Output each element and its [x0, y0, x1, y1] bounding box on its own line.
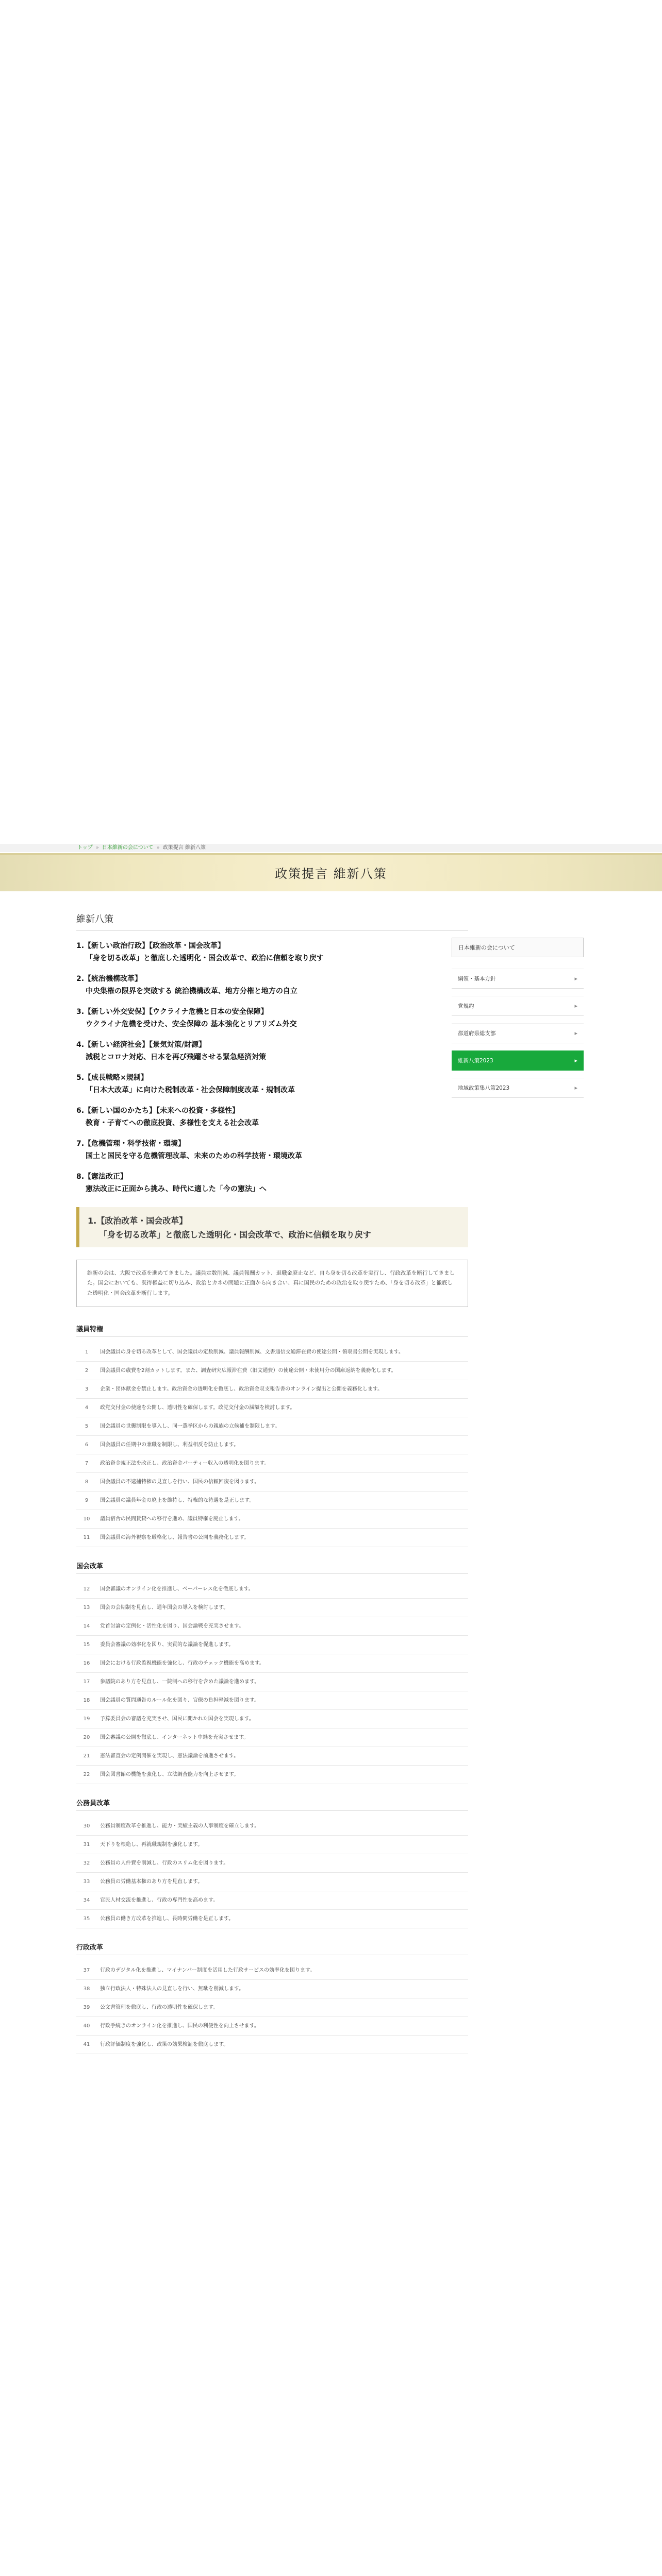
policy-subtitle: 中央集権の限界を突破する 統治機構改革、地方分権と地方の自立	[86, 987, 297, 995]
item-number: 33	[76, 1873, 97, 1891]
item-text: 企業・団体献金を禁止します。政治資金の透明化を徹底し、政治資金収支報告書のオンライン提出と公開を義務化します。	[97, 1380, 468, 1399]
item-text: 参議院のあり方を見直し、一院制への移行を含めた議論を進めます。	[97, 1673, 468, 1691]
table-row	[76, 1998, 468, 2017]
sidebar-title: 日本維新の会について	[452, 938, 584, 957]
subsection-title: 国会改革	[76, 1561, 468, 1574]
breadcrumb-separator-icon: »	[95, 845, 99, 851]
policy-item[interactable]	[76, 973, 468, 996]
table-row	[76, 1961, 468, 1980]
table-row	[76, 1454, 468, 1473]
chevron-right-icon: ▸	[574, 1057, 577, 1064]
table-row	[76, 1417, 468, 1436]
subsection-title: 行政改革	[76, 1942, 468, 1955]
item-text: 行政のデジタル化を推進し、マイナンバー制度を活用した行政サービスの効率化を図ります。	[97, 1961, 468, 1980]
subsection-title: 議員特権	[76, 1324, 468, 1337]
item-number: 15	[76, 1636, 97, 1654]
sidebar-item-label: 綱領・基本方針	[458, 976, 496, 982]
policy-item[interactable]	[76, 940, 468, 963]
item-number: 39	[76, 1998, 97, 2017]
item-number: 32	[76, 1854, 97, 1873]
policy-heading: 4.【新しい経済社会】【景気対策/財源】	[76, 1041, 206, 1049]
policy-heading: 5.【成長戦略×規制】	[76, 1074, 148, 1082]
table-row	[76, 1529, 468, 1547]
item-number: 17	[76, 1673, 97, 1691]
chevron-right-icon: ▸	[574, 975, 577, 982]
section-heading	[76, 1207, 468, 1247]
item-text: 憲法審査会の定例開催を実現し、憲法議論を前進させます。	[97, 1747, 468, 1766]
table-row	[76, 1910, 468, 1928]
table-row	[76, 1766, 468, 1784]
item-number: 38	[76, 1980, 97, 1998]
sidebar-item-rules[interactable]	[452, 996, 584, 1016]
item-text: 国会議員の任期中の兼職を制限し、利益相反を防止します。	[97, 1436, 468, 1454]
policy-subtitle: 憲法改正に正面から挑み、時代に適した「今の憲法」へ	[86, 1185, 267, 1193]
policy-heading: 7.【危機管理・科学技術・環境】	[76, 1140, 186, 1148]
policy-heading: 8.【憲法改正】	[76, 1173, 128, 1181]
item-table	[76, 1580, 468, 1784]
item-text: 国会議員の歳費を2割カットします。また、調査研究広報滞在費（旧文通費）の使途公開・未使用分の国庫返納を義務化します。	[97, 1362, 468, 1380]
item-table	[76, 1343, 468, 1547]
table-row	[76, 1599, 468, 1617]
policy-item[interactable]	[76, 1072, 468, 1095]
item-table	[76, 1817, 468, 1928]
policy-item[interactable]	[76, 1138, 468, 1161]
item-text: 国会の会期制を見直し、通年国会の導入を検討します。	[97, 1599, 468, 1617]
item-text: 行政評価制度を強化し、政策の効果検証を徹底します。	[97, 2036, 468, 2054]
main-content	[76, 912, 468, 2054]
item-text: 公務員の労働基本権のあり方を見直します。	[97, 1873, 468, 1891]
item-text: 国会図書館の機能を強化し、立法調査能力を向上させます。	[97, 1766, 468, 1784]
item-number: 34	[76, 1891, 97, 1910]
item-number: 7	[76, 1454, 97, 1473]
item-number: 37	[76, 1961, 97, 1980]
table-row	[76, 1836, 468, 1854]
item-text: 国会議員の不逮捕特権の見直しを行い、国民の信頼回復を図ります。	[97, 1473, 468, 1492]
policy-item[interactable]	[76, 1039, 468, 1062]
table-row	[76, 1362, 468, 1380]
sidebar-item-regional-policy[interactable]	[452, 1078, 584, 1098]
item-text: 国会審議の公開を徹底し、インターネット中継を充実させます。	[97, 1728, 468, 1747]
policy-heading: 1.【新しい政治行政】【政治改革・国会改革】	[76, 942, 225, 950]
item-number: 18	[76, 1691, 97, 1710]
item-text: 官民人材交流を推進し、行政の専門性を高めます。	[97, 1891, 468, 1910]
item-number: 41	[76, 2036, 97, 2054]
item-number: 9	[76, 1492, 97, 1510]
policy-subtitle: 「身を切る改革」と徹底した透明化・国会改革で、政治に信頼を取り戻す	[86, 954, 324, 962]
table-row	[76, 1580, 468, 1599]
item-text: 公務員の人件費を削減し、行政のスリム化を図ります。	[97, 1854, 468, 1873]
item-number: 20	[76, 1728, 97, 1747]
chevron-right-icon: ▸	[574, 1003, 577, 1009]
item-number: 10	[76, 1510, 97, 1529]
policy-heading: 2.【統治機構改革】	[76, 975, 142, 983]
item-number: 14	[76, 1617, 97, 1636]
item-text: 政治資金規正法を改正し、政治資金パーティー収入の透明化を図ります。	[97, 1454, 468, 1473]
page-title: 政策提言 維新八策	[275, 866, 387, 881]
item-table	[76, 1961, 468, 2054]
item-number: 16	[76, 1654, 97, 1673]
table-row	[76, 1399, 468, 1417]
item-number: 22	[76, 1766, 97, 1784]
table-row	[76, 1691, 468, 1710]
table-row	[76, 2017, 468, 2036]
table-row	[76, 2036, 468, 2054]
item-text: 行政手続きのオンライン化を推進し、国民の利便性を向上させます。	[97, 2017, 468, 2036]
sidebar-item-branches[interactable]	[452, 1023, 584, 1043]
sidebar-nav	[452, 969, 584, 1098]
table-row	[76, 1710, 468, 1728]
table-row	[76, 1436, 468, 1454]
table-row	[76, 1817, 468, 1836]
policy-list	[76, 940, 468, 1194]
table-row	[76, 1747, 468, 1766]
breadcrumb-parent-link[interactable]: 日本維新の会について	[102, 845, 154, 851]
chevron-right-icon: ▸	[574, 1030, 577, 1037]
item-text: 国会議員の議員年金の廃止を維持し、特権的な待遇を是正します。	[97, 1492, 468, 1510]
policy-item[interactable]	[76, 1105, 468, 1128]
table-row	[76, 1343, 468, 1362]
item-number: 3	[76, 1380, 97, 1399]
table-row	[76, 1891, 468, 1910]
table-row	[76, 1510, 468, 1529]
doc-title: 維新八策	[76, 912, 468, 931]
sidebar-item-label: 都道府県総支部	[458, 1030, 496, 1037]
item-number: 4	[76, 1399, 97, 1417]
item-text: 国会議員の身を切る改革として、国会議員の定数削減、議員報酬削減、文書通信交通滞在費の使途公開・領収書公開を実現します。	[97, 1343, 468, 1362]
table-row	[76, 1980, 468, 1998]
item-number: 11	[76, 1529, 97, 1547]
item-text: 公文書管理を徹底し、行政の透明性を確保します。	[97, 1998, 468, 2017]
table-row	[76, 1873, 468, 1891]
policy-subtitle: ウクライナ危機を受けた、安全保障の 基本強化とリアリズム外交	[86, 1020, 297, 1028]
table-row	[76, 1473, 468, 1492]
sidebar-item-label: 維新八策2023	[458, 1058, 493, 1064]
sidebar	[452, 938, 584, 1105]
table-row	[76, 1636, 468, 1654]
item-text: 公務員制度改革を推進し、能力・実績主義の人事制度を確立します。	[97, 1817, 468, 1836]
breadcrumb-current: 政策提言 維新八策	[162, 845, 206, 851]
table-row	[76, 1654, 468, 1673]
policy-subtitle: 「日本大改革」に向けた税制改革・社会保障制度改革・規制改革	[86, 1086, 295, 1094]
sidebar-item-label: 党規約	[458, 1003, 474, 1009]
sidebar-item-principles[interactable]	[452, 969, 584, 989]
page-banner	[0, 853, 662, 891]
item-number: 6	[76, 1436, 97, 1454]
item-number: 31	[76, 1836, 97, 1854]
item-number: 35	[76, 1910, 97, 1928]
item-text: 国会議員の質問通告のルール化を図り、官僚の負担軽減を図ります。	[97, 1691, 468, 1710]
table-row	[76, 1728, 468, 1747]
item-number: 19	[76, 1710, 97, 1728]
item-text: 国会における行政監視機能を強化し、行政のチェック機能を高めます。	[97, 1654, 468, 1673]
chevron-right-icon: ▸	[574, 1084, 577, 1091]
sidebar-item-label: 地域政策集八策2023	[458, 1085, 510, 1091]
item-number: 40	[76, 2017, 97, 2036]
item-number: 30	[76, 1817, 97, 1836]
section-heading-line1: 1.【政治改革・国会改革】	[88, 1216, 188, 1226]
policy-subtitle: 減税とコロナ対応、日本を再び飛躍させる緊急経済対策	[86, 1053, 266, 1061]
table-row	[76, 1380, 468, 1399]
item-text: 国会議員の海外視察を厳格化し、報告書の公開を義務化します。	[97, 1529, 468, 1547]
item-text: 予算委員会の審議を充実させ、国民に開かれた国会を実現します。	[97, 1710, 468, 1728]
table-row	[76, 1492, 468, 1510]
table-row	[76, 1854, 468, 1873]
item-text: 議員宿舎の民間賃貸への移行を進め、議員特権を廃止します。	[97, 1510, 468, 1529]
policy-subtitle: 教育・子育てへの徹底投資、多様性を支える社会改革	[86, 1119, 259, 1127]
item-text: 天下りを根絶し、再就職規制を強化します。	[97, 1836, 468, 1854]
sidebar-item-ishin-hassaku[interactable]	[452, 1050, 584, 1071]
item-text: 公務員の働き方改革を推進し、長時間労働を是正します。	[97, 1910, 468, 1928]
item-text: 国会審議のオンライン化を推進し、ペーパーレス化を徹底します。	[97, 1580, 468, 1599]
item-number: 2	[76, 1362, 97, 1380]
policy-item[interactable]	[76, 1171, 468, 1194]
table-row	[76, 1673, 468, 1691]
item-text: 委員会審議の効率化を図り、実質的な議論を促進します。	[97, 1636, 468, 1654]
policy-item[interactable]	[76, 1006, 468, 1029]
breadcrumb-home-link[interactable]: トップ	[77, 845, 93, 851]
item-text: 党首討論の定例化・活性化を図り、国会論戦を充実させます。	[97, 1617, 468, 1636]
item-number: 1	[76, 1343, 97, 1362]
item-number: 8	[76, 1473, 97, 1492]
item-text: 独立行政法人・特殊法人の見直しを行い、無駄を削減します。	[97, 1980, 468, 1998]
section-heading-line2: 「身を切る改革」と徹底した透明化・国会改革で、政治に信頼を取り戻す	[99, 1230, 371, 1240]
table-row	[76, 1617, 468, 1636]
item-text: 政党交付金の使途を公開し、透明性を確保します。政党交付金の減額を検討します。	[97, 1399, 468, 1417]
policy-subtitle: 国土と国民を守る危機管理改革、未来のための科学技術・環境改革	[86, 1152, 302, 1160]
item-text: 国会議員の世襲制限を導入し、同一選挙区からの親族の立候補を制限します。	[97, 1417, 468, 1436]
item-number: 13	[76, 1599, 97, 1617]
item-number: 12	[76, 1580, 97, 1599]
subsection-title: 公務員改革	[76, 1798, 468, 1811]
policy-heading: 3.【新しい外交安保】【ウクライナ危機と日本の安全保障】	[76, 1008, 268, 1016]
item-number: 5	[76, 1417, 97, 1436]
breadcrumb	[0, 844, 662, 852]
policy-heading: 6.【新しい国のかたち】【未来への投資・多様性】	[76, 1107, 240, 1115]
section-intro: 維新の会は、大阪で改革を進めてきました。議員定数削減、議員報酬カット、退職金廃止など、自ら身を切る改革を実行し、行政改革を断行してきました。国会においても、既得権益に切り込み、政治とカネの問題に正面から向き合い、真に国民のための政治を取り戻すため、「身を切る改革」と徹底した透明化・国会改革を断行します。	[76, 1260, 468, 1307]
item-number: 21	[76, 1747, 97, 1766]
breadcrumb-separator-icon: »	[156, 845, 160, 851]
